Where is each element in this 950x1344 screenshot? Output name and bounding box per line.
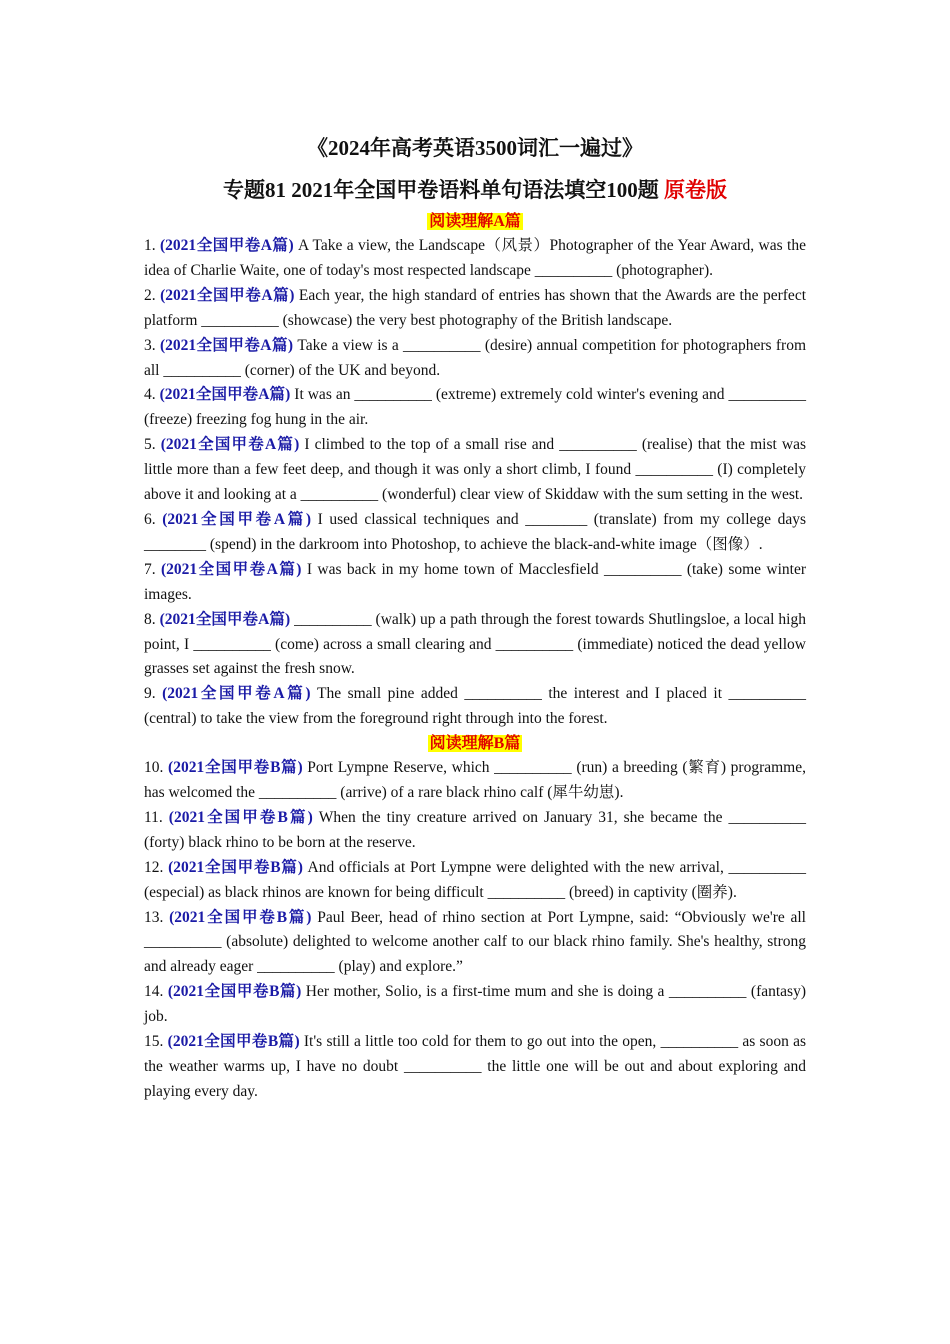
question-number: 9. (144, 685, 163, 703)
question-source-tag: (2021全国甲卷A篇) (160, 237, 294, 254)
question-text: Take a view is a __________ (desire) annual competition for photographers from all __________ (corner) of the UK and beyond. (144, 336, 807, 379)
question-number: 6. (144, 510, 163, 528)
question-number: 4. (144, 386, 160, 404)
question-item (144, 334, 806, 384)
question-text: Port Lympne Reserve, which __________ (run) a breeding (繁育) programme, has welcomed the __________ (arrive) of a rare black rhino calf (犀牛幼崽). (144, 759, 806, 802)
question-text: It was an __________ (extreme) extremely cold winter's evening and __________ (freeze) freezing fog hung in the air. (144, 386, 807, 429)
question-number: 2. (144, 286, 161, 304)
question-text: I climbed to the top of a small rise and __________ (realise) that the mist was little more than a few feet deep, and though it was only a short climb, I found __________ (I) completely above it and looking at a __________ (wonderful) clear view of Skiddaw with the sum setting in the west. (144, 436, 806, 504)
question-item (144, 508, 806, 558)
question-number: 15. (144, 1033, 168, 1051)
question-source-tag: (2021全国甲卷A篇) (159, 336, 294, 354)
question-source-tag: (2021全国甲卷A篇) (160, 286, 295, 304)
question-source-tag: (2021全国甲卷B篇) (168, 858, 303, 876)
question-item (144, 608, 806, 683)
question-item (144, 1030, 806, 1105)
question-source-tag: (2021全国甲卷A篇) (161, 560, 302, 578)
question-text: It's still a little too cold for them to go out into the open, __________ as soon as the weather warms up, I have no doubt __________ the little one will be out and about exploring and playing every day. (144, 1033, 807, 1100)
question-source-tag: (2021全国甲卷B篇) (167, 983, 302, 1001)
question-source-tag: (2021全国甲卷A篇) (159, 610, 291, 628)
section-heading-label: 阅读理解B篇 (429, 735, 521, 753)
question-item (144, 284, 806, 334)
section-heading (144, 210, 806, 234)
question-number: 13. (144, 908, 170, 926)
question-text: I was back in my home town of Macclesfield __________ (take) some winter images. (144, 560, 807, 603)
question-text: Her mother, Solio, is a first-time mum and she is doing a __________ (fantasy) job. (144, 983, 806, 1026)
question-source-tag: (2021全国甲卷A篇) (160, 436, 300, 454)
question-item (144, 806, 806, 856)
section-heading (144, 732, 806, 756)
question-text: I used classical techniques and ________ (translate) from my college days ________ (spend) in the darkroom into Photoshop, to achieve the black-and-white image（图像）. (144, 510, 806, 553)
question-number: 5. (144, 436, 161, 454)
question-item (144, 234, 806, 284)
question-text: __________ (walk) up a path through the forest towards Shutlingsloe, a local high point, I __________ (come) across a small clearing and __________ (immediate) noticed the dead yellow grasses set against the fresh snow. (144, 610, 806, 678)
question-item (144, 682, 806, 732)
subtitle-main: 专题81 2021年全国甲卷语料单句语法填空100题 (223, 178, 664, 202)
question-number: 10. (144, 759, 169, 777)
document-subtitle (144, 174, 806, 206)
question-source-tag: (2021全国甲卷B篇) (169, 908, 312, 926)
question-source-tag: (2021全国甲卷A篇) (162, 685, 311, 703)
section-heading-label: 阅读理解A篇 (429, 213, 521, 230)
question-number: 1. (144, 237, 161, 254)
question-item (144, 856, 806, 906)
question-number: 14. (144, 983, 168, 1001)
question-text: And officials at Port Lympne were delighted with the new arrival, __________ (especial) as black rhinos are known for being difficult __________ (breed) in captivity (圈养). (144, 858, 806, 901)
question-item (144, 756, 806, 806)
question-source-tag: (2021全国甲卷B篇) (167, 1033, 300, 1051)
question-number: 7. (144, 560, 161, 578)
question-number: 12. (144, 858, 169, 876)
question-list (144, 210, 806, 1105)
question-number: 11. (144, 808, 169, 826)
question-source-tag: (2021全国甲卷A篇) (162, 510, 312, 528)
question-text: Paul Beer, head of rhino section at Port Lympne, said: “Obviously we're all __________ (absolute) delighted to welcome another calf to our black rhino family. She's healthy, strong and already eager __________ (play) and explore.” (144, 908, 806, 976)
question-text: When the tiny creature arrived on January 31, she became the __________ (forty) black rhino to be born at the reserve. (144, 808, 806, 851)
question-item (144, 980, 806, 1030)
question-source-tag: (2021全国甲卷A篇) (159, 386, 291, 404)
question-text: A Take a view, the Landscape（风景）Photographer of the Year Award, was the idea of Charlie Waite, one of today's most respected landscape __________ (photographer). (144, 237, 806, 279)
question-item (144, 906, 806, 981)
question-text: The small pine added __________ the interest and I placed it __________ (central) to take the view from the foreground right through into the forest. (144, 685, 806, 728)
question-item (144, 558, 806, 608)
question-text: Each year, the high standard of entries has shown that the Awards are the perfect platform __________ (showcase) the very best photography of the British landscape. (144, 286, 806, 329)
question-source-tag: (2021全国甲卷B篇) (168, 808, 313, 826)
question-item (144, 433, 806, 508)
question-source-tag: (2021全国甲卷B篇) (168, 759, 303, 777)
question-item (144, 383, 806, 433)
subtitle-version: 原卷版 (664, 178, 727, 202)
question-number: 3. (144, 336, 160, 354)
question-number: 8. (144, 610, 160, 628)
document-title: 《2024年高考英语3500词汇一遍过》 (307, 136, 643, 160)
